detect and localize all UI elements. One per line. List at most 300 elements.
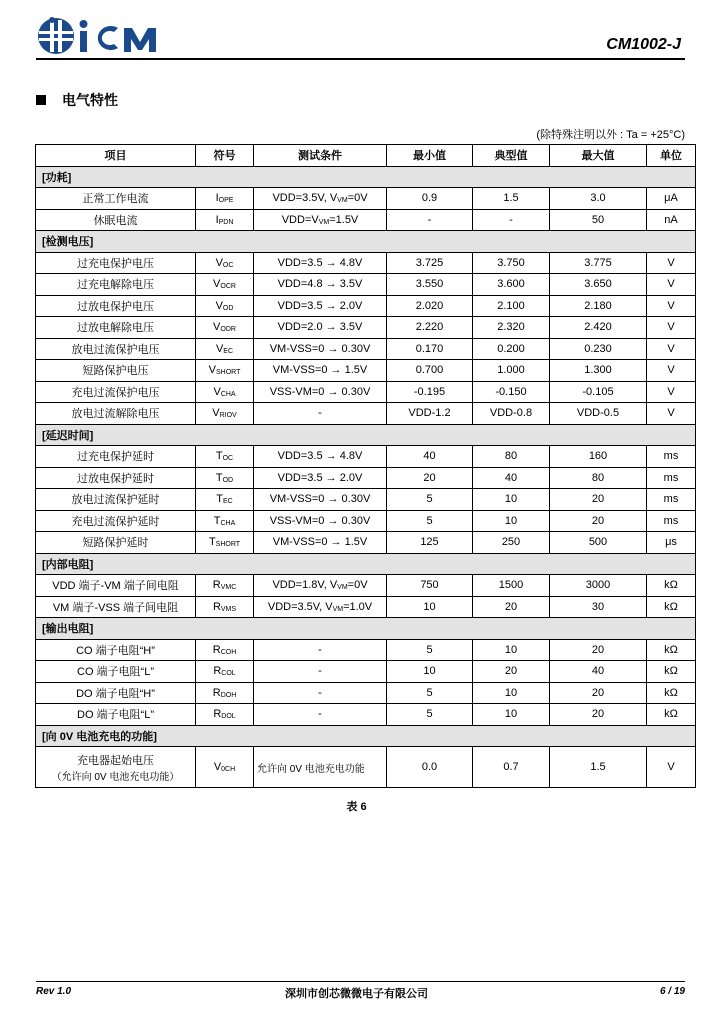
min-value: - bbox=[387, 209, 473, 231]
condition-text: VM-VSS=0 → 0.30V bbox=[269, 493, 371, 506]
category-label: [输出电阻] bbox=[36, 618, 696, 640]
logo-wordmark bbox=[80, 20, 157, 52]
symbol-subscript: OC bbox=[222, 261, 234, 269]
max-value: 50 bbox=[550, 209, 647, 231]
param-name: 充电器起始电压 bbox=[77, 754, 154, 767]
symbol-cell bbox=[196, 381, 254, 403]
max-value: 2.180 bbox=[550, 295, 647, 317]
param-name: 过充电保护延时 bbox=[77, 451, 154, 464]
condition-text: VM-VSS=0 → 1.5V bbox=[272, 364, 368, 377]
typ-value: 80 bbox=[473, 446, 550, 468]
max-value: 3000 bbox=[550, 575, 647, 597]
max-value: 20 bbox=[550, 489, 647, 511]
param-name: 短路保护延时 bbox=[82, 537, 149, 550]
table-row bbox=[36, 403, 696, 425]
symbol-subscript: PDN bbox=[218, 218, 234, 226]
condition-text: VDD=V bbox=[281, 213, 319, 226]
table-row bbox=[36, 704, 696, 726]
table-caption: 表 6 bbox=[346, 801, 367, 813]
condition-subscript: VM bbox=[332, 605, 344, 613]
symbol-subscript: 0CH bbox=[221, 766, 236, 773]
typ-value: 1.000 bbox=[473, 360, 550, 382]
category-row bbox=[36, 231, 696, 253]
symbol-cell bbox=[196, 188, 254, 210]
param-name-cell bbox=[36, 295, 196, 317]
symbol-cell bbox=[196, 596, 254, 618]
symbol-cell bbox=[196, 274, 254, 296]
category-row bbox=[36, 553, 696, 575]
max-value: 20 bbox=[550, 682, 647, 704]
symbol-cell bbox=[196, 209, 254, 231]
param-name: 过充电保护电压 bbox=[77, 257, 154, 270]
symbol-subscript: VMC bbox=[220, 584, 237, 592]
table-row bbox=[36, 532, 696, 554]
table-row bbox=[36, 274, 696, 296]
unit-value: ms bbox=[647, 489, 696, 511]
symbol-subscript: ODR bbox=[220, 326, 236, 334]
symbol-letter: T bbox=[216, 493, 223, 506]
col-header-max: 最大值 bbox=[550, 145, 647, 167]
typ-value: - bbox=[473, 209, 550, 231]
table-row bbox=[36, 596, 696, 618]
symbol-cell bbox=[196, 532, 254, 554]
condition-text: VSS-VM=0 → 0.30V bbox=[269, 514, 371, 527]
min-value: 20 bbox=[387, 467, 473, 489]
symbol-subscript: OPE bbox=[218, 197, 234, 205]
condition-text: VDD=3.5V, V bbox=[267, 600, 333, 613]
symbol-subscript: CHA bbox=[220, 519, 236, 527]
condition-text: VDD=3.5V, V bbox=[272, 192, 338, 205]
symbol-letter: V bbox=[213, 761, 222, 773]
min-value: 0.9 bbox=[387, 188, 473, 210]
condition-text: - bbox=[318, 665, 322, 678]
max-value: 0.230 bbox=[550, 338, 647, 360]
unit-value: kΩ bbox=[647, 639, 696, 661]
symbol-subscript: OD bbox=[222, 304, 234, 312]
param-name-cell bbox=[36, 661, 196, 683]
min-value: 5 bbox=[387, 704, 473, 726]
table-row bbox=[36, 381, 696, 403]
condition-cell bbox=[254, 381, 387, 403]
max-value: 160 bbox=[550, 446, 647, 468]
condition-text: VM-VSS=0 → 0.30V bbox=[269, 342, 371, 355]
param-name-cell bbox=[36, 381, 196, 403]
max-value: 2.420 bbox=[550, 317, 647, 339]
symbol-cell bbox=[196, 639, 254, 661]
condition-cell bbox=[254, 360, 387, 382]
symbol-letter: V bbox=[213, 278, 221, 291]
table-row bbox=[36, 446, 696, 468]
unit-value: μs bbox=[647, 532, 696, 554]
min-value: 750 bbox=[387, 575, 473, 597]
symbol-cell bbox=[196, 338, 254, 360]
param-name: 休眠电流 bbox=[93, 214, 138, 227]
typ-value: 2.320 bbox=[473, 317, 550, 339]
max-value: 1.300 bbox=[550, 360, 647, 382]
condition-text: VDD=3.5 → 4.8V bbox=[277, 450, 363, 463]
param-name-cell bbox=[36, 403, 196, 425]
condition-cell bbox=[254, 446, 387, 468]
param-name: DO 端子电阻“H” bbox=[76, 687, 155, 700]
header-divider bbox=[36, 58, 685, 60]
unit-value: V bbox=[647, 360, 696, 382]
symbol-subscript: COH bbox=[220, 648, 237, 656]
condition-cell bbox=[254, 575, 387, 597]
param-name: VM 端子-VSS 端子间电阻 bbox=[52, 601, 179, 614]
param-name-cell bbox=[36, 682, 196, 704]
table-row bbox=[36, 682, 696, 704]
max-value: 20 bbox=[550, 704, 647, 726]
symbol-subscript: DOH bbox=[220, 691, 237, 699]
min-value: 0.0 bbox=[387, 747, 473, 788]
category-row bbox=[36, 166, 696, 188]
param-name-cell bbox=[36, 639, 196, 661]
max-value: 500 bbox=[550, 532, 647, 554]
condition-cell bbox=[254, 209, 387, 231]
symbol-subscript: SHORT bbox=[215, 369, 241, 377]
condition-cell bbox=[254, 510, 387, 532]
company-name: 深圳市创芯微微电子有限公司 bbox=[285, 988, 428, 1000]
col-header-condition: 测试条件 bbox=[254, 145, 387, 167]
typ-value: 0.200 bbox=[473, 338, 550, 360]
condition-tail: =0V bbox=[347, 579, 368, 592]
param-name-cell bbox=[36, 209, 196, 231]
condition-cell bbox=[254, 188, 387, 210]
unit-value: V bbox=[647, 252, 696, 274]
condition-tail: =1.5V bbox=[329, 213, 359, 226]
param-name-cell bbox=[36, 747, 196, 788]
min-value: 5 bbox=[387, 639, 473, 661]
symbol-cell bbox=[196, 489, 254, 511]
symbol-letter: R bbox=[212, 600, 221, 613]
condition-cell bbox=[254, 661, 387, 683]
condition-cell bbox=[254, 704, 387, 726]
company-logo bbox=[36, 14, 176, 58]
symbol-subscript: CHA bbox=[220, 390, 236, 398]
unit-value: kΩ bbox=[647, 596, 696, 618]
symbol-cell bbox=[196, 682, 254, 704]
min-value: 2.020 bbox=[387, 295, 473, 317]
min-value: 40 bbox=[387, 446, 473, 468]
param-name-cell bbox=[36, 704, 196, 726]
category-row bbox=[36, 725, 696, 747]
symbol-cell bbox=[196, 295, 254, 317]
max-value: 30 bbox=[550, 596, 647, 618]
condition-cell bbox=[254, 596, 387, 618]
min-value: 5 bbox=[387, 510, 473, 532]
table-row bbox=[36, 747, 696, 788]
param-name-cell bbox=[36, 532, 196, 554]
condition-text: - bbox=[318, 708, 322, 721]
category-label: [检测电压] bbox=[36, 231, 696, 253]
symbol-cell bbox=[196, 317, 254, 339]
electrical-characteristics-table bbox=[35, 144, 696, 788]
condition-cell bbox=[254, 317, 387, 339]
typ-value: 10 bbox=[473, 510, 550, 532]
param-name: CO 端子电阻“H” bbox=[76, 644, 155, 657]
symbol-cell bbox=[196, 360, 254, 382]
table-row bbox=[36, 209, 696, 231]
param-name-cell bbox=[36, 596, 196, 618]
condition-text: VDD=2.0 → 3.5V bbox=[277, 321, 363, 334]
condition-subscript: VM bbox=[337, 197, 348, 205]
condition-cell bbox=[254, 274, 387, 296]
param-name-cell bbox=[36, 467, 196, 489]
max-value: 1.5 bbox=[550, 747, 647, 788]
min-value: 3.725 bbox=[387, 252, 473, 274]
symbol-letter: R bbox=[213, 665, 222, 678]
unit-value: ms bbox=[647, 467, 696, 489]
symbol-letter: R bbox=[212, 643, 221, 656]
condition-cell bbox=[254, 747, 387, 788]
max-value: VDD-0.5 bbox=[550, 403, 647, 425]
unit-value: V bbox=[647, 274, 696, 296]
symbol-cell bbox=[196, 661, 254, 683]
table-row bbox=[36, 338, 696, 360]
condition-text: VDD=3.5 → 2.0V bbox=[277, 471, 363, 484]
min-value: 0.700 bbox=[387, 360, 473, 382]
typ-value: 10 bbox=[473, 682, 550, 704]
param-name: 放电过流解除电压 bbox=[71, 408, 160, 421]
condition-subscript: VM bbox=[318, 218, 330, 226]
param-name-cell bbox=[36, 510, 196, 532]
condition-text: VM-VSS=0 → 1.5V bbox=[272, 536, 368, 549]
param-name-cell bbox=[36, 274, 196, 296]
symbol-letter: V bbox=[215, 342, 224, 355]
typ-value: 10 bbox=[473, 704, 550, 726]
condition-text: - bbox=[318, 643, 322, 656]
table-row bbox=[36, 295, 696, 317]
table-body bbox=[36, 166, 696, 788]
param-name-cell bbox=[36, 446, 196, 468]
category-row bbox=[36, 618, 696, 640]
param-name-cell bbox=[36, 360, 196, 382]
typ-value: 0.7 bbox=[473, 747, 550, 788]
symbol-subscript: OCR bbox=[220, 283, 236, 291]
page-number: 6 / 19 bbox=[659, 986, 685, 997]
unit-value: V bbox=[647, 295, 696, 317]
min-value: -0.195 bbox=[387, 381, 473, 403]
condition-cell bbox=[254, 295, 387, 317]
symbol-subscript: OD bbox=[222, 476, 234, 484]
typ-value: 1.5 bbox=[473, 188, 550, 210]
condition-tail: =0V bbox=[347, 192, 368, 205]
condition-text: VSS-VM=0 → 0.30V bbox=[269, 385, 371, 398]
param-name: 正常工作电流 bbox=[82, 193, 149, 206]
param-name: 短路保护电压 bbox=[82, 365, 149, 378]
symbol-subscript: OC bbox=[222, 455, 234, 463]
symbol-letter: V bbox=[215, 256, 223, 269]
condition-text: - bbox=[318, 686, 322, 699]
section-title: 电气特性 bbox=[62, 92, 118, 108]
param-name: 过放电保护电压 bbox=[77, 300, 154, 313]
param-name-cell bbox=[36, 575, 196, 597]
param-name: 充电过流保护延时 bbox=[71, 515, 160, 528]
symbol-cell bbox=[196, 747, 254, 788]
table-header-row bbox=[36, 145, 696, 167]
min-value: VDD-1.2 bbox=[387, 403, 473, 425]
condition-cell bbox=[254, 252, 387, 274]
condition-cell bbox=[254, 489, 387, 511]
condition-text: 允许向 0V 电池充电功能 bbox=[257, 763, 365, 775]
unit-value: V bbox=[647, 747, 696, 788]
symbol-letter: V bbox=[215, 299, 223, 312]
table-row bbox=[36, 639, 696, 661]
symbol-cell bbox=[196, 252, 254, 274]
table-row bbox=[36, 489, 696, 511]
revision-label: Rev 1.0 bbox=[36, 986, 72, 997]
symbol-letter: V bbox=[213, 321, 221, 334]
typ-value: VDD-0.8 bbox=[473, 403, 550, 425]
table-row bbox=[36, 575, 696, 597]
condition-note: (除特殊注明以外 : Ta = +25°C) bbox=[536, 129, 685, 141]
min-value: 10 bbox=[387, 661, 473, 683]
param-name: 放电过流保护延时 bbox=[71, 494, 160, 507]
param-name: 放电过流保护电压 bbox=[71, 343, 160, 356]
symbol-letter: V bbox=[208, 364, 216, 377]
symbol-subscript: RIOV bbox=[219, 412, 237, 420]
category-label: [内部电阻] bbox=[36, 553, 696, 575]
unit-value: V bbox=[647, 317, 696, 339]
unit-value: ms bbox=[647, 446, 696, 468]
param-name-cell bbox=[36, 252, 196, 274]
param-name: 充电过流保护电压 bbox=[71, 386, 160, 399]
param-name: DO 端子电阻“L” bbox=[77, 709, 154, 722]
symbol-subscript: SHORT bbox=[215, 541, 241, 549]
condition-cell bbox=[254, 338, 387, 360]
condition-tail: =1.0V bbox=[343, 600, 373, 613]
section-heading bbox=[36, 90, 118, 110]
unit-value: kΩ bbox=[647, 661, 696, 683]
param-name-cell bbox=[36, 188, 196, 210]
category-row bbox=[36, 424, 696, 446]
typ-value: 1500 bbox=[473, 575, 550, 597]
param-name-note: （允许向 0V 电池充电功能） bbox=[51, 771, 180, 783]
symbol-cell bbox=[196, 510, 254, 532]
symbol-subscript: EC bbox=[223, 498, 233, 506]
symbol-letter: V bbox=[212, 407, 220, 420]
symbol-subscript: DOL bbox=[221, 713, 236, 721]
category-label: [功耗] bbox=[36, 166, 696, 188]
max-value: 3.0 bbox=[550, 188, 647, 210]
symbol-cell bbox=[196, 704, 254, 726]
symbol-cell bbox=[196, 446, 254, 468]
param-name: VDD 端子-VM 端子间电阻 bbox=[52, 580, 179, 593]
symbol-subscript: VMS bbox=[220, 605, 237, 613]
max-value: 3.650 bbox=[550, 274, 647, 296]
symbol-subscript: EC bbox=[223, 347, 234, 355]
max-value: 40 bbox=[550, 661, 647, 683]
logo-globe-icon bbox=[38, 17, 74, 54]
typ-value: 10 bbox=[473, 489, 550, 511]
min-value: 0.170 bbox=[387, 338, 473, 360]
typ-value: 250 bbox=[473, 532, 550, 554]
min-value: 5 bbox=[387, 489, 473, 511]
symbol-cell bbox=[196, 467, 254, 489]
min-value: 3.550 bbox=[387, 274, 473, 296]
symbol-letter: I bbox=[215, 213, 219, 226]
condition-text: VDD=4.8 → 3.5V bbox=[277, 278, 363, 291]
condition-cell bbox=[254, 467, 387, 489]
typ-value: 20 bbox=[473, 596, 550, 618]
col-header-typ: 典型值 bbox=[473, 145, 550, 167]
param-name: 过放电解除电压 bbox=[77, 322, 154, 335]
typ-value: 10 bbox=[473, 639, 550, 661]
typ-value: 2.100 bbox=[473, 295, 550, 317]
unit-value: kΩ bbox=[647, 704, 696, 726]
symbol-letter: I bbox=[215, 192, 219, 205]
symbol-letter: R bbox=[213, 708, 222, 721]
param-name: CO 端子电阻“L” bbox=[77, 666, 154, 679]
condition-text: VDD=1.8V, V bbox=[272, 579, 338, 592]
max-value: -0.105 bbox=[550, 381, 647, 403]
footer-divider bbox=[36, 981, 685, 982]
condition-subscript: VM bbox=[337, 584, 348, 592]
table-row bbox=[36, 188, 696, 210]
max-value: 80 bbox=[550, 467, 647, 489]
typ-value: 3.600 bbox=[473, 274, 550, 296]
square-bullet-icon bbox=[36, 95, 46, 105]
min-value: 125 bbox=[387, 532, 473, 554]
condition-cell bbox=[254, 532, 387, 554]
typ-value: 20 bbox=[473, 661, 550, 683]
col-header-symbol: 符号 bbox=[196, 145, 254, 167]
param-name-cell bbox=[36, 317, 196, 339]
symbol-letter: T bbox=[208, 536, 216, 549]
param-name: 过充电解除电压 bbox=[77, 279, 154, 292]
symbol-letter: T bbox=[215, 471, 223, 484]
symbol-letter: R bbox=[212, 686, 221, 699]
condition-text: VDD=3.5 → 2.0V bbox=[277, 299, 363, 312]
param-name-cell bbox=[36, 489, 196, 511]
min-value: 10 bbox=[387, 596, 473, 618]
max-value: 3.775 bbox=[550, 252, 647, 274]
condition-text: - bbox=[318, 407, 322, 420]
condition-text: VDD=3.5 → 4.8V bbox=[277, 256, 363, 269]
typ-value: 40 bbox=[473, 467, 550, 489]
symbol-letter: T bbox=[215, 450, 223, 463]
symbol-letter: V bbox=[213, 385, 221, 398]
unit-value: μA bbox=[647, 188, 696, 210]
param-name: 过放电保护延时 bbox=[77, 472, 154, 485]
unit-value: V bbox=[647, 381, 696, 403]
table-row bbox=[36, 467, 696, 489]
symbol-letter: R bbox=[212, 579, 221, 592]
typ-value: -0.150 bbox=[473, 381, 550, 403]
symbol-letter: T bbox=[213, 514, 221, 527]
unit-value: ms bbox=[647, 510, 696, 532]
col-header-item: 项目 bbox=[36, 145, 196, 167]
table-row bbox=[36, 360, 696, 382]
table-row bbox=[36, 661, 696, 683]
document-code: CM1002-J bbox=[606, 36, 681, 53]
min-value: 5 bbox=[387, 682, 473, 704]
col-header-min: 最小值 bbox=[387, 145, 473, 167]
symbol-subscript: COL bbox=[221, 670, 236, 678]
condition-cell bbox=[254, 682, 387, 704]
symbol-cell bbox=[196, 403, 254, 425]
typ-value: 3.750 bbox=[473, 252, 550, 274]
max-value: 20 bbox=[550, 639, 647, 661]
table-row bbox=[36, 510, 696, 532]
condition-cell bbox=[254, 639, 387, 661]
unit-value: kΩ bbox=[647, 682, 696, 704]
max-value: 20 bbox=[550, 510, 647, 532]
table-row bbox=[36, 317, 696, 339]
param-name-cell bbox=[36, 338, 196, 360]
min-value: 2.220 bbox=[387, 317, 473, 339]
unit-value: nA bbox=[647, 209, 696, 231]
